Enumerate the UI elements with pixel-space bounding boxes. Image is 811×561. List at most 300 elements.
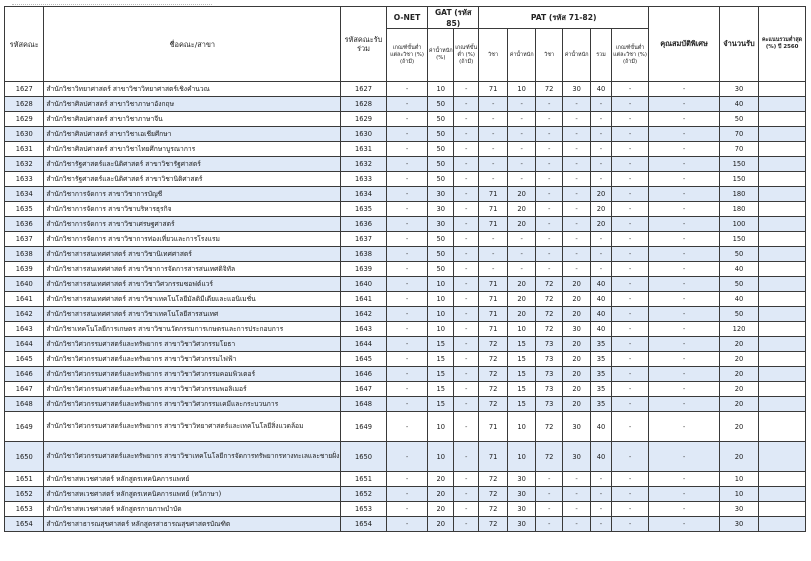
cell-special: -: [649, 502, 720, 517]
table-row: [5, 172, 806, 187]
cell-pat-total: 40: [591, 82, 612, 97]
table-row: [5, 127, 806, 142]
cell-code: 1642: [5, 307, 44, 322]
cell-max-score: [759, 97, 806, 112]
cell-code: 1641: [5, 292, 44, 307]
cell-gat-weight: 50: [428, 127, 454, 142]
cell-pat-subject-2: 72: [536, 307, 563, 322]
cell-gat-weight: 50: [428, 157, 454, 172]
cell-pat-weight-2: -: [563, 247, 591, 262]
cell-quota: 20: [719, 382, 758, 397]
cell-pat-weight-2: -: [563, 202, 591, 217]
table-row: [5, 307, 806, 322]
table-header: [5, 7, 806, 82]
table-row: [5, 292, 806, 307]
cell-pat-min: -: [611, 217, 648, 232]
cell-pat-weight-1: 20: [508, 202, 536, 217]
table-row: [5, 217, 806, 232]
cell-pat-subject-2: -: [536, 487, 563, 502]
cell-onet-min: -: [386, 127, 428, 142]
cell-special: -: [649, 112, 720, 127]
cell-pat-min: -: [611, 292, 648, 307]
table-row: [5, 517, 806, 532]
cell-gat-weight: 10: [428, 277, 454, 292]
cell-special: -: [649, 157, 720, 172]
cell-pat-subject-1: -: [479, 157, 508, 172]
cell-pat-subject-1: 72: [479, 352, 508, 367]
cell-pat-weight-1: -: [508, 247, 536, 262]
cell-pat-subject-2: -: [536, 187, 563, 202]
cell-gat-weight: 10: [428, 292, 454, 307]
cell-pat-weight-1: 10: [508, 82, 536, 97]
cell-gat-min: -: [454, 202, 479, 217]
cell-special: -: [649, 82, 720, 97]
cell-max-score: [759, 337, 806, 352]
cell-joint-code: 1644: [341, 337, 387, 352]
cell-onet-min: -: [386, 247, 428, 262]
cell-gat-min: -: [454, 502, 479, 517]
cell-pat-weight-1: 15: [508, 382, 536, 397]
cell-onet-min: -: [386, 217, 428, 232]
cell-pat-subject-2: 73: [536, 337, 563, 352]
cell-pat-min: -: [611, 382, 648, 397]
cell-name: สำนักวิชาเทคโนโลยีการเกษตร สาขาวิชานวัตกรรมการเกษตรและการประกอบการ: [44, 322, 341, 337]
cell-joint-code: 1651: [341, 472, 387, 487]
cell-pat-total: -: [591, 502, 612, 517]
table-row: [5, 337, 806, 352]
cell-pat-weight-2: 20: [563, 352, 591, 367]
cell-gat-weight: 20: [428, 517, 454, 532]
cell-pat-total: -: [591, 157, 612, 172]
cell-gat-min: -: [454, 367, 479, 382]
table-row: [5, 262, 806, 277]
cell-max-score: [759, 397, 806, 412]
cell-name: สำนักวิชาวิศวกรรมศาสตร์และทรัพยากร สาขาวิชาวิศวกรรมพอลิเมอร์: [44, 382, 341, 397]
cell-pat-subject-1: 72: [479, 367, 508, 382]
header-gat-weight: ค่าน้ำหนัก (%): [428, 29, 454, 82]
cell-special: -: [649, 352, 720, 367]
cell-max-score: [759, 382, 806, 397]
cell-gat-min: -: [454, 262, 479, 277]
cell-pat-total: -: [591, 517, 612, 532]
cell-joint-code: 1638: [341, 247, 387, 262]
cell-name: สำนักวิชารัฐศาสตร์และนิติศาสตร์ สาขาวิชานิติศาสตร์: [44, 172, 341, 187]
cell-pat-weight-1: -: [508, 262, 536, 277]
cell-pat-subject-1: 71: [479, 82, 508, 97]
header-pat-min: เกณฑ์ขั้นต่ำแต่ละวิชา (%) (ถ้ามี): [611, 29, 648, 82]
cell-max-score: [759, 82, 806, 97]
cell-quota: 150: [719, 232, 758, 247]
cell-pat-total: 35: [591, 337, 612, 352]
cell-name: สำนักวิชาวิศวกรรมศาสตร์และทรัพยากร สาขาวิชาเทคโนโลยีการจัดการทรัพยากรทางทะเลและชายฝั่ง: [44, 442, 341, 472]
cell-max-score: [759, 322, 806, 337]
table-row: [5, 502, 806, 517]
table-row: [5, 412, 806, 442]
cell-pat-total: -: [591, 232, 612, 247]
cell-gat-weight: 50: [428, 172, 454, 187]
cell-pat-subject-1: 72: [479, 382, 508, 397]
cell-gat-min: -: [454, 487, 479, 502]
cell-pat-weight-1: -: [508, 112, 536, 127]
cell-max-score: [759, 352, 806, 367]
cell-pat-min: -: [611, 442, 648, 472]
cell-max-score: [759, 217, 806, 232]
cell-gat-min: -: [454, 322, 479, 337]
cell-special: -: [649, 307, 720, 322]
cell-code: 1649: [5, 412, 44, 442]
cell-pat-subject-2: 72: [536, 412, 563, 442]
cell-name: สำนักวิชาวิศวกรรมศาสตร์และทรัพยากร สาขาวิชาวิศวกรรมไฟฟ้า: [44, 352, 341, 367]
cell-code: 1631: [5, 142, 44, 157]
cell-special: -: [649, 337, 720, 352]
cell-max-score: [759, 142, 806, 157]
cell-pat-subject-1: -: [479, 97, 508, 112]
cell-code: 1653: [5, 502, 44, 517]
cell-pat-weight-1: -: [508, 157, 536, 172]
table-row: [5, 82, 806, 97]
cell-pat-total: -: [591, 97, 612, 112]
cell-onet-min: -: [386, 157, 428, 172]
cell-name: สำนักวิชาสหเวชศาสตร์ หลักสูตรเทคนิคการแพทย์ (ทวิภาษา): [44, 487, 341, 502]
cell-pat-subject-1: -: [479, 127, 508, 142]
table-row: [5, 187, 806, 202]
cell-name: สำนักวิชาสหเวชศาสตร์ หลักสูตรเทคนิคการแพทย์: [44, 472, 341, 487]
cell-name: สำนักวิชาศิลปศาสตร์ สาขาวิชาเอเชียศึกษา: [44, 127, 341, 142]
cell-onet-min: -: [386, 382, 428, 397]
header-quota: จำนวนรับ: [719, 7, 758, 82]
cell-pat-min: -: [611, 247, 648, 262]
cell-max-score: [759, 292, 806, 307]
cell-onet-min: -: [386, 442, 428, 472]
admission-table: [4, 6, 806, 532]
cell-joint-code: 1640: [341, 277, 387, 292]
cell-pat-weight-1: 15: [508, 337, 536, 352]
cell-quota: 150: [719, 172, 758, 187]
cell-pat-weight-2: -: [563, 112, 591, 127]
cell-quota: 150: [719, 157, 758, 172]
cell-gat-min: -: [454, 472, 479, 487]
cell-gat-min: -: [454, 307, 479, 322]
cell-pat-subject-1: 71: [479, 322, 508, 337]
cell-pat-subject-1: -: [479, 142, 508, 157]
cell-joint-code: 1642: [341, 307, 387, 322]
cell-onet-min: -: [386, 97, 428, 112]
header-gat-min: เกณฑ์ขั้นต่ำ (%) (ถ้ามี): [454, 29, 479, 82]
cell-onet-min: -: [386, 307, 428, 322]
cell-pat-weight-2: 20: [563, 277, 591, 292]
header-max-score: คะแนนรวมต่ำสุด (%) ปี 2560: [759, 7, 806, 82]
top-divider: [12, 0, 212, 5]
cell-joint-code: 1641: [341, 292, 387, 307]
cell-name: สำนักวิชาการจัดการ สาขาวิชาการบัญชี: [44, 187, 341, 202]
cell-pat-weight-1: 20: [508, 307, 536, 322]
cell-gat-weight: 10: [428, 82, 454, 97]
cell-max-score: [759, 442, 806, 472]
cell-pat-subject-1: 71: [479, 412, 508, 442]
cell-gat-weight: 10: [428, 442, 454, 472]
cell-pat-subject-2: -: [536, 472, 563, 487]
header-name: ชื่อคณะ/สาขา: [44, 7, 341, 82]
cell-gat-weight: 20: [428, 472, 454, 487]
cell-pat-weight-2: -: [563, 502, 591, 517]
cell-name: สำนักวิชาการจัดการ สาขาวิชาการท่องเที่ยวและการโรงแรม: [44, 232, 341, 247]
cell-pat-subject-1: 72: [479, 472, 508, 487]
header-onet: O-NET: [386, 7, 428, 29]
cell-pat-weight-2: -: [563, 97, 591, 112]
cell-quota: 50: [719, 112, 758, 127]
cell-joint-code: 1636: [341, 217, 387, 232]
cell-pat-total: 40: [591, 412, 612, 442]
cell-code: 1652: [5, 487, 44, 502]
cell-code: 1630: [5, 127, 44, 142]
cell-pat-total: 40: [591, 442, 612, 472]
cell-max-score: [759, 517, 806, 532]
cell-onet-min: -: [386, 187, 428, 202]
cell-pat-subject-2: -: [536, 217, 563, 232]
cell-pat-min: -: [611, 97, 648, 112]
cell-pat-total: 20: [591, 202, 612, 217]
cell-pat-total: -: [591, 262, 612, 277]
table-row: [5, 232, 806, 247]
cell-gat-min: -: [454, 217, 479, 232]
cell-joint-code: 1631: [341, 142, 387, 157]
cell-pat-min: -: [611, 127, 648, 142]
cell-pat-total: 20: [591, 217, 612, 232]
cell-pat-weight-1: -: [508, 97, 536, 112]
cell-gat-weight: 15: [428, 382, 454, 397]
cell-max-score: [759, 367, 806, 382]
cell-gat-min: -: [454, 397, 479, 412]
table-row: [5, 352, 806, 367]
cell-quota: 120: [719, 322, 758, 337]
table-row: [5, 367, 806, 382]
cell-max-score: [759, 307, 806, 322]
cell-joint-code: 1652: [341, 487, 387, 502]
cell-max-score: [759, 247, 806, 262]
cell-gat-min: -: [454, 157, 479, 172]
cell-pat-weight-1: 15: [508, 397, 536, 412]
cell-pat-weight-1: -: [508, 142, 536, 157]
cell-name: สำนักวิชาวิศวกรรมศาสตร์และทรัพยากร สาขาวิชาวิศวกรรมเคมีและกระบวนการ: [44, 397, 341, 412]
cell-name: สำนักวิชาศิลปศาสตร์ สาขาวิชาภาษาจีน: [44, 112, 341, 127]
cell-pat-subject-1: 72: [479, 487, 508, 502]
cell-onet-min: -: [386, 502, 428, 517]
cell-gat-weight: 10: [428, 412, 454, 442]
cell-pat-total: 40: [591, 307, 612, 322]
cell-gat-weight: 30: [428, 187, 454, 202]
cell-special: -: [649, 412, 720, 442]
cell-pat-weight-2: 20: [563, 337, 591, 352]
cell-gat-weight: 15: [428, 337, 454, 352]
cell-quota: 20: [719, 367, 758, 382]
header-pat-subject-1: วิชา: [479, 29, 508, 82]
cell-pat-min: -: [611, 187, 648, 202]
cell-gat-weight: 20: [428, 502, 454, 517]
cell-onet-min: -: [386, 82, 428, 97]
cell-onet-min: -: [386, 397, 428, 412]
header-joint-code: รหัสคณะรับร่วม: [341, 7, 387, 82]
cell-pat-subject-2: -: [536, 142, 563, 157]
cell-gat-min: -: [454, 232, 479, 247]
cell-gat-min: -: [454, 142, 479, 157]
cell-pat-subject-1: 71: [479, 307, 508, 322]
cell-pat-weight-1: 15: [508, 367, 536, 382]
cell-quota: 20: [719, 442, 758, 472]
cell-pat-weight-2: -: [563, 172, 591, 187]
cell-code: 1638: [5, 247, 44, 262]
cell-name: สำนักวิชาสารสนเทศศาสตร์ สาขาวิชาการจัดการสารสนเทศดิจิทัล: [44, 262, 341, 277]
cell-pat-subject-2: 72: [536, 442, 563, 472]
cell-pat-total: 20: [591, 187, 612, 202]
cell-pat-subject-1: 72: [479, 502, 508, 517]
cell-pat-total: 35: [591, 397, 612, 412]
table-row: [5, 322, 806, 337]
cell-gat-min: -: [454, 337, 479, 352]
cell-gat-weight: 50: [428, 247, 454, 262]
cell-pat-subject-1: -: [479, 262, 508, 277]
cell-name: สำนักวิชาการจัดการ สาขาวิชาเศรษฐศาสตร์: [44, 217, 341, 232]
cell-gat-weight: 10: [428, 322, 454, 337]
cell-name: สำนักวิชาสาธารณสุขศาสตร์ หลักสูตรสาธารณสุขศาสตรบัณฑิต: [44, 517, 341, 532]
cell-quota: 20: [719, 352, 758, 367]
table-row: [5, 487, 806, 502]
cell-onet-min: -: [386, 322, 428, 337]
cell-name: สำนักวิชาสารสนเทศศาสตร์ สาขาวิชาเทคโนโลยีสารสนเทศ: [44, 307, 341, 322]
header-code: รหัสคณะ: [5, 7, 44, 82]
table-row: [5, 142, 806, 157]
cell-joint-code: 1633: [341, 172, 387, 187]
cell-joint-code: 1630: [341, 127, 387, 142]
cell-joint-code: 1648: [341, 397, 387, 412]
cell-code: 1633: [5, 172, 44, 187]
cell-quota: 30: [719, 502, 758, 517]
cell-gat-weight: 30: [428, 217, 454, 232]
cell-quota: 40: [719, 97, 758, 112]
cell-pat-total: -: [591, 247, 612, 262]
cell-code: 1646: [5, 367, 44, 382]
cell-pat-weight-2: 30: [563, 412, 591, 442]
cell-code: 1650: [5, 442, 44, 472]
cell-code: 1628: [5, 97, 44, 112]
cell-joint-code: 1639: [341, 262, 387, 277]
cell-code: 1634: [5, 187, 44, 202]
cell-quota: 70: [719, 127, 758, 142]
cell-pat-weight-2: 30: [563, 82, 591, 97]
cell-pat-subject-2: 72: [536, 277, 563, 292]
cell-pat-subject-1: 71: [479, 217, 508, 232]
cell-pat-weight-1: 20: [508, 277, 536, 292]
cell-pat-min: -: [611, 142, 648, 157]
table-row: [5, 202, 806, 217]
cell-gat-min: -: [454, 127, 479, 142]
cell-pat-min: -: [611, 397, 648, 412]
cell-gat-min: -: [454, 112, 479, 127]
cell-special: -: [649, 247, 720, 262]
cell-pat-subject-2: -: [536, 97, 563, 112]
cell-pat-subject-2: 72: [536, 292, 563, 307]
cell-pat-subject-1: -: [479, 247, 508, 262]
cell-code: 1629: [5, 112, 44, 127]
cell-special: -: [649, 487, 720, 502]
cell-pat-weight-1: 20: [508, 187, 536, 202]
cell-pat-subject-2: -: [536, 262, 563, 277]
cell-pat-weight-2: -: [563, 232, 591, 247]
cell-onet-min: -: [386, 142, 428, 157]
cell-quota: 10: [719, 472, 758, 487]
table-row: [5, 442, 806, 472]
cell-joint-code: 1646: [341, 367, 387, 382]
cell-pat-subject-2: -: [536, 232, 563, 247]
table-row: [5, 472, 806, 487]
cell-onet-min: -: [386, 262, 428, 277]
cell-pat-subject-1: 72: [479, 517, 508, 532]
cell-pat-min: -: [611, 337, 648, 352]
cell-pat-subject-2: 73: [536, 367, 563, 382]
table-row: [5, 277, 806, 292]
cell-max-score: [759, 127, 806, 142]
cell-pat-weight-2: -: [563, 142, 591, 157]
cell-name: สำนักวิชาสหเวชศาสตร์ หลักสูตรกายภาพบำบัด: [44, 502, 341, 517]
cell-quota: 20: [719, 412, 758, 442]
header-onet-min: เกณฑ์ขั้นต่ำแต่ละวิชา (%) (ถ้ามี): [386, 29, 428, 82]
cell-pat-weight-1: 30: [508, 487, 536, 502]
cell-max-score: [759, 502, 806, 517]
cell-pat-total: -: [591, 487, 612, 502]
cell-pat-total: 40: [591, 322, 612, 337]
cell-pat-min: -: [611, 412, 648, 442]
cell-pat-weight-1: -: [508, 172, 536, 187]
cell-gat-weight: 50: [428, 262, 454, 277]
cell-pat-subject-2: 73: [536, 397, 563, 412]
cell-gat-min: -: [454, 277, 479, 292]
cell-pat-min: -: [611, 502, 648, 517]
cell-pat-subject-1: 71: [479, 292, 508, 307]
cell-code: 1645: [5, 352, 44, 367]
cell-quota: 50: [719, 307, 758, 322]
cell-code: 1636: [5, 217, 44, 232]
cell-special: -: [649, 127, 720, 142]
cell-pat-min: -: [611, 172, 648, 187]
cell-pat-total: 35: [591, 367, 612, 382]
cell-pat-min: -: [611, 82, 648, 97]
cell-gat-min: -: [454, 97, 479, 112]
cell-special: -: [649, 442, 720, 472]
cell-onet-min: -: [386, 487, 428, 502]
cell-max-score: [759, 472, 806, 487]
cell-joint-code: 1632: [341, 157, 387, 172]
cell-quota: 30: [719, 82, 758, 97]
cell-pat-weight-1: 20: [508, 292, 536, 307]
cell-pat-min: -: [611, 307, 648, 322]
cell-pat-weight-2: -: [563, 217, 591, 232]
cell-pat-subject-1: 72: [479, 337, 508, 352]
cell-quota: 100: [719, 217, 758, 232]
cell-pat-subject-2: -: [536, 172, 563, 187]
cell-max-score: [759, 262, 806, 277]
cell-pat-min: -: [611, 367, 648, 382]
cell-special: -: [649, 202, 720, 217]
cell-pat-total: 40: [591, 277, 612, 292]
cell-quota: 180: [719, 202, 758, 217]
table-row: [5, 397, 806, 412]
cell-max-score: [759, 202, 806, 217]
cell-pat-subject-1: -: [479, 172, 508, 187]
cell-joint-code: 1635: [341, 202, 387, 217]
cell-gat-min: -: [454, 412, 479, 442]
cell-code: 1654: [5, 517, 44, 532]
cell-pat-weight-2: 20: [563, 292, 591, 307]
cell-pat-weight-1: 10: [508, 442, 536, 472]
